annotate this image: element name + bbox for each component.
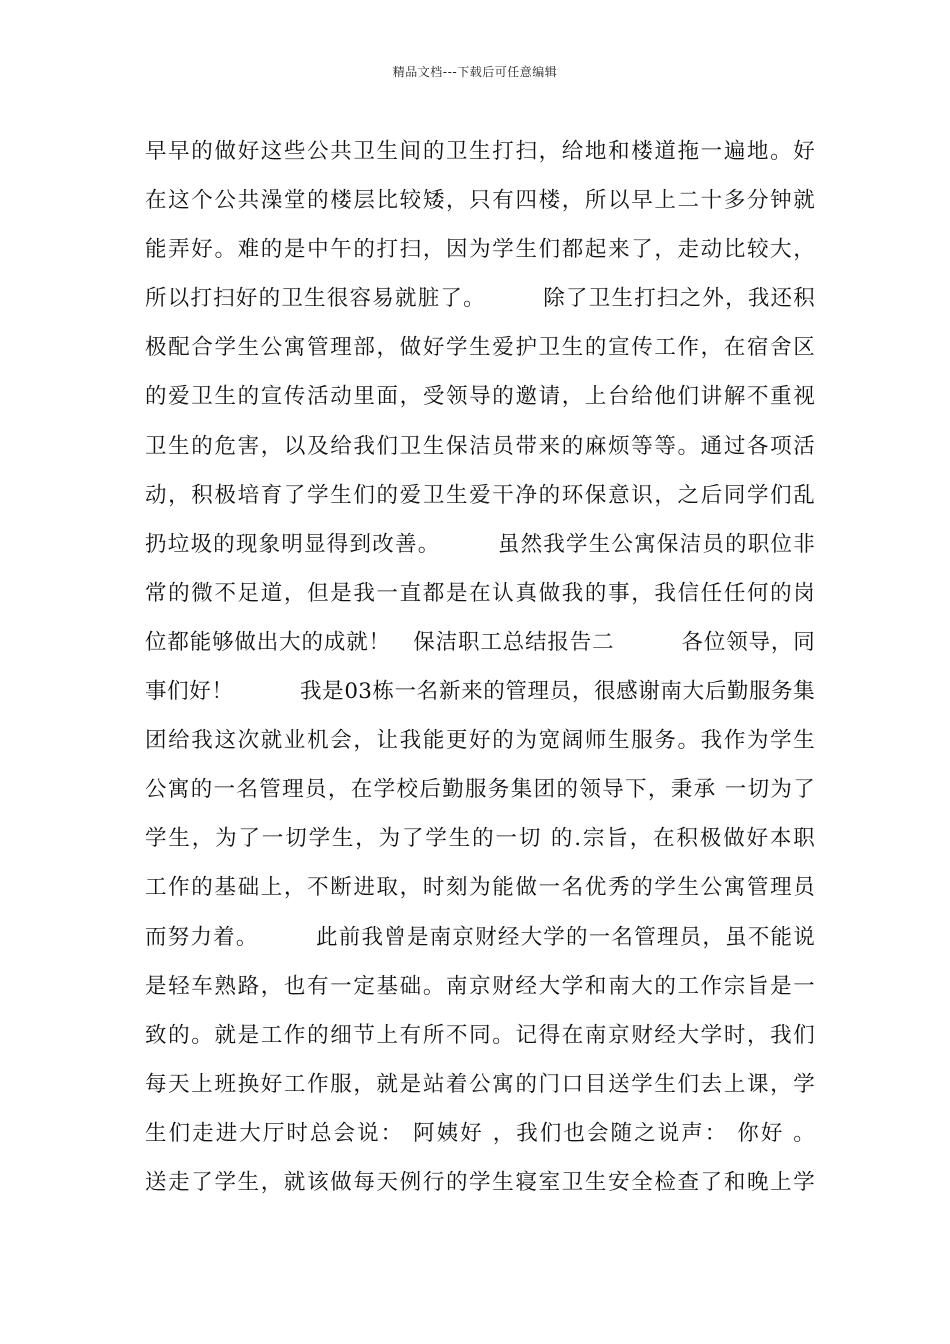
text-line: 扔垃圾的现象明显得到改善。 虽然我学生公寓保洁员的职位非: [145, 531, 815, 557]
page-header: 精品文档---下载后可任意编辑: [392, 65, 558, 79]
text-line: 致的。就是工作的细节上有所不同。记得在南京财经大学时，我们: [145, 1022, 815, 1048]
text-line: 卫生的危害，以及给我们卫生保洁员带来的麻烦等等。通过各项活: [145, 433, 815, 459]
document-body: [145, 132, 815, 1212]
text-line: 公寓的一名管理员，在学校后勤服务集团的领导下，秉承 一切为了: [145, 777, 815, 803]
text-line: 能弄好。难的是中午的打扫，因为学生们都起来了，走动比较大，: [145, 237, 815, 263]
text-line: 学生，为了一切学生，为了学生的一切 的.宗旨，在积极做好本职: [145, 826, 815, 852]
text-line: 而努力着。 此前我曾是南京财经大学的一名管理员，虽不能说: [145, 924, 815, 950]
text-line: 动，积极培育了学生们的爱卫生爱干净的环保意识，之后同学们乱: [145, 482, 815, 508]
text-line: 生们走进大厅时总会说： 阿姨好 ，我们也会随之说声： 你好 。: [145, 1120, 815, 1146]
text-line: 早早的做好这些公共卫生间的卫生打扫，给地和楼道拖一遍地。好: [145, 139, 815, 164]
text-line: 常的微不足道，但是我一直都是在认真做我的事，我信任任何的岗: [145, 580, 815, 606]
text-line: 送走了学生，就该做每天例行的学生寝室卫生安全检查了和晚上学: [145, 1169, 815, 1195]
text-line: 在这个公共澡堂的楼层比较矮，只有四楼，所以早上二十多分钟就: [145, 188, 815, 214]
text-line: 是轻车熟路，也有一定基础。南京财经大学和南大的工作宗旨是一: [145, 973, 815, 999]
text-line: 工作的基础上，不断进取，时刻为能做一名优秀的学生公寓管理员: [145, 875, 815, 901]
text-line: 的爱卫生的宣传活动里面，受领导的邀请，上台给他们讲解不重视: [145, 384, 815, 410]
text-line: 事们好！ 我是03栋一名新来的管理员，很感谢南大后勤服务集: [145, 679, 815, 705]
text-line: 极配合学生公寓管理部，做好学生爱护卫生的宣传工作，在宿舍区: [145, 335, 815, 361]
text-line: 位都能够做出大的成就！ 保洁职工总结报告二 各位领导，同: [145, 629, 815, 655]
text-line: 所以打扫好的卫生很容易就脏了。 除了卫生打扫之外，我还积: [145, 286, 815, 312]
text-line: 团给我这次就业机会，让我能更好的为宽阔师生服务。我作为学生: [145, 728, 815, 754]
text-line: 每天上班换好工作服，就是站着公寓的门口目送学生们去上课，学: [145, 1071, 815, 1097]
